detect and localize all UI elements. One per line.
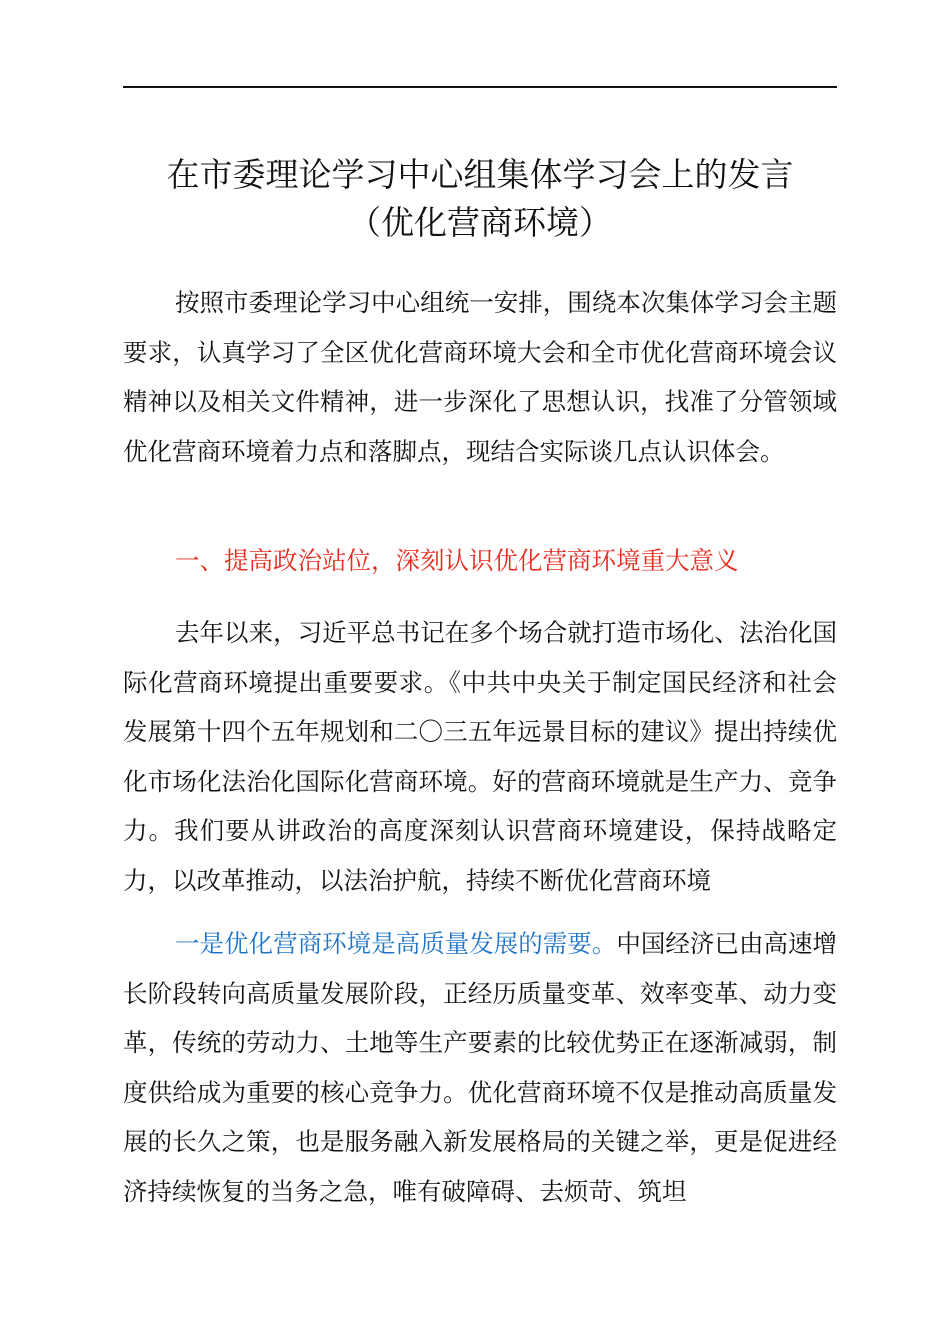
- intro-paragraph: 按照市委理论学习中心组统一安排，围绕本次集体学习会主题要求，认真学习了全区优化营商环境大会和全市优化营商环境会议精神以及相关文件精神，进一步深化了思想认识，找准了分管领域优化营商环境着力点和落脚点，现结合实际谈几点认识体会。: [123, 288, 837, 466]
- point-paragraph: [123, 919, 837, 1216]
- document-title: 在市委理论学习中心组集体学习会上的发言: [166, 155, 794, 194]
- point-text: 中国经济已由高速增长阶段转向高质量发展阶段，正经历质量变革、效率变革、动力变革，传统的劳动力、土地等生产要素的比较优势正在逐渐减弱，制度供给成为重要的核心竞争力。优化营商环境不仅是推动高质量发展的长久之策，也是服务融入新发展格局的关键之举，更是促进经济持续恢复的当务之急，唯有破障碍、去烦苛、筑坦: [123, 929, 838, 1206]
- section-heading: 一、提高政治站位，深刻认识优化营商环境重大意义: [175, 546, 739, 575]
- point-lead: 一是优化营商环境是高质量发展的需要。: [175, 929, 617, 958]
- header-rule: [123, 86, 837, 88]
- section-paragraph: 去年以来，习近平总书记在多个场合就打造市场化、法治化国际化营商环境提出重要要求。《中共中央关于制定国民经济和社会发展第十四个五年规划和二〇三五年远景目标的建议》提出持续优化市场化法治化国际化营商环境。好的营商环境就是生产力、竞争力。我们要从讲政治的高度深刻认识营商环境建设，保持战略定力，以改革推动，以法治护航，持续不断优化营商环境: [123, 618, 837, 895]
- document-subtitle: （优化营商环境）: [348, 203, 612, 242]
